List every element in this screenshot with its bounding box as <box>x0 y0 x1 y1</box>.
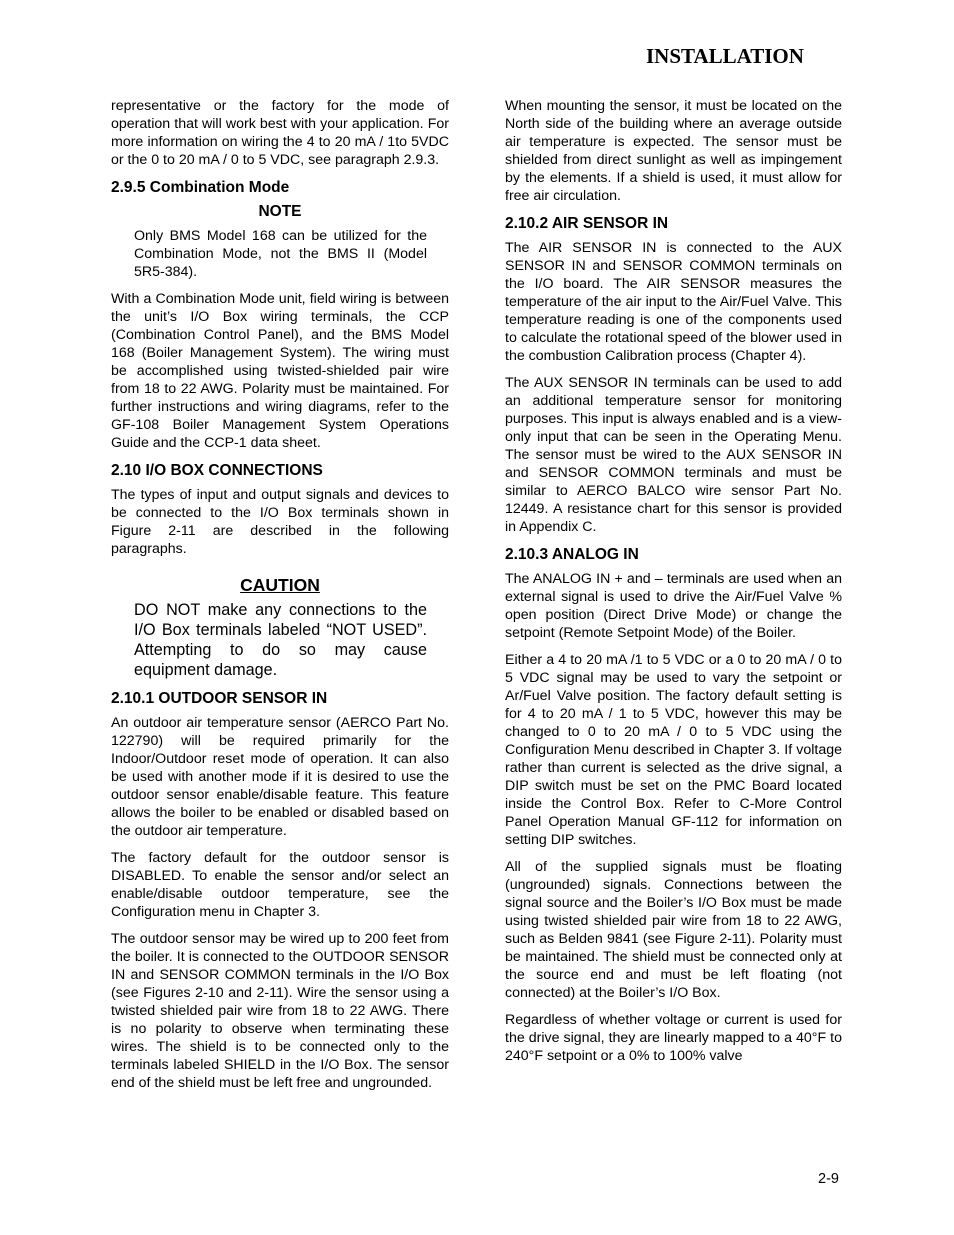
paragraph-air-sensor-2: The AUX SENSOR IN terminals can be used to add an additional temperature sensor for monitoring purposes. This input is always enabled and is a view-only input that can be seen in the Operating Menu. The sensor must be wired to the AUX SENSOR IN and SENSOR COMMON terminals and must be similar to AERCO BALCO wire sensor Part No. 12449. A resistance chart for this sensor is provided in Appendix C. <box>505 375 842 535</box>
paragraph-outdoor-sensor-2: The factory default for the outdoor sensor is DISABLED. To enable the sensor and/or select an enable/disable outdoor temperature, see the Configuration menu in Chapter 3. <box>111 850 449 920</box>
paragraph-io-box: The types of input and output signals and devices to be connected to the I/O Box terminals shown in Figure 2-11 are described in the following paragraphs. <box>111 487 449 557</box>
paragraph-intro: representative or the factory for the mode of operation that will work best with your application. For more information on wiring the 4 to 20 mA / 1to 5VDC or the 0 to 20 mA / 0 to 5 VDC, see paragraph 2.9.3. <box>111 98 449 168</box>
paragraph-analog-in-3: All of the supplied signals must be floating (ungrounded) signals. Connections between the signal source and the Boiler’s I/O Box must be made using twisted shielded pair wire from 18 to 22 AWG, such as Belden 9841 (see Figure 2-11). Polarity must be maintained. The shield must be connected only at the source end and must be left floating (not connected) at the Boiler’s I/O Box. <box>505 859 842 1001</box>
caution-title: CAUTION <box>240 575 320 595</box>
paragraph-outdoor-sensor-1: An outdoor air temperature sensor (AERCO Part No. 122790) will be required primarily for the Indoor/Outdoor reset mode of operation. It can also be used with another mode if it is desired to use the outdoor sensor enable/disable feature. This feature allows the boiler to be enabled or disabled based on the outdoor air temperature. <box>111 715 449 839</box>
paragraph-air-sensor-1: The AIR SENSOR IN is connected to the AUX SENSOR IN and SENSOR COMMON terminals on the I/O board. The AIR SENSOR measures the temperature of the air input to the Air/Fuel Valve. This temperature reading is one of the components used to calculate the rotational speed of the blower used in the combustion Calibration process (Chapter 4). <box>505 240 842 364</box>
paragraph-combination-mode: With a Combination Mode unit, field wiring is between the unit’s I/O Box wiring terminals, the CCP (Combination Control Panel), and the BMS Model 168 (Boiler Management System). The wiring must be accomplished using twisted-shielded pair wire from 18 to 22 AWG. Polarity must be maintained. For further instructions and wiring diagrams, refer to the GF-108 Boiler Management System Operations Guide and the CCP-1 data sheet. <box>111 291 449 451</box>
heading-2-10-2: 2.10.2 AIR SENSOR IN <box>505 215 669 232</box>
caution-body: DO NOT make any connections to the I/O Box terminals labeled “NOT USED”. Attempting to do so may cause equipment damage. <box>134 601 427 679</box>
note-body: Only BMS Model 168 can be utilized for the Combination Mode, not the BMS II (Model 5R5-384). <box>134 228 427 280</box>
heading-2-10-3: 2.10.3 ANALOG IN <box>505 546 639 563</box>
heading-2-10: 2.10 I/O BOX CONNECTIONS <box>111 462 323 479</box>
note-title: NOTE <box>258 203 302 220</box>
page-number: 2-9 <box>818 1171 839 1187</box>
heading-2-10-1: 2.10.1 OUTDOOR SENSOR IN <box>111 690 328 707</box>
paragraph-analog-in-4: Regardless of whether voltage or current is used for the drive signal, they are linearly mapped to a 40°F to 240°F setpoint or a 0% to 100% valve <box>505 1012 842 1064</box>
paragraph-analog-in-1: The ANALOG IN + and – terminals are used when an external signal is used to drive the Air/Fuel Valve % open position (Direct Drive Mode) or change the setpoint (Remote Setpoint Mode) of the Boiler. <box>505 571 842 641</box>
heading-2-9-5: 2.9.5 Combination Mode <box>111 179 290 196</box>
page-header-title: INSTALLATION <box>646 44 804 68</box>
paragraph-analog-in-2: Either a 4 to 20 mA /1 to 5 VDC or a 0 to 20 mA / 0 to 5 VDC signal may be used to vary the setpoint or Ar/Fuel Valve position. The factory default setting is for 4 to 20 mA / 1 to 5 VDC, however this may be changed to 0 to 20 mA / 0 to 5 VDC using the Configuration Menu described in Chapter 3. If voltage rather than current is selected as the drive signal, a DIP switch must be set on the PMC Board located inside the Control Box. Refer to C-More Control Panel Operation Manual GF-112 for information on setting DIP switches. <box>505 652 842 848</box>
paragraph-sensor-mounting: When mounting the sensor, it must be located on the North side of the building where an average outside air temperature is expected. The sensor must be shielded from direct sunlight as well as impingement by the elements. If a shield is used, it must allow for free air circulation. <box>505 98 842 204</box>
right-column <box>505 97 842 1074</box>
left-column <box>111 97 449 1101</box>
paragraph-outdoor-sensor-3: The outdoor sensor may be wired up to 200 feet from the boiler. It is connected to the OUTDOOR SENSOR IN and SENSOR COMMON terminals in the I/O Box (see Figures 2-10 and 2-11). Wire the sensor using a twisted shielded pair wire from 18 to 22 AWG. There is no polarity to observe when terminating these wires. The shield is to be connected only to the terminals labeled SHIELD in the I/O Box. The sensor end of the shield must be left free and ungrounded. <box>111 931 449 1091</box>
